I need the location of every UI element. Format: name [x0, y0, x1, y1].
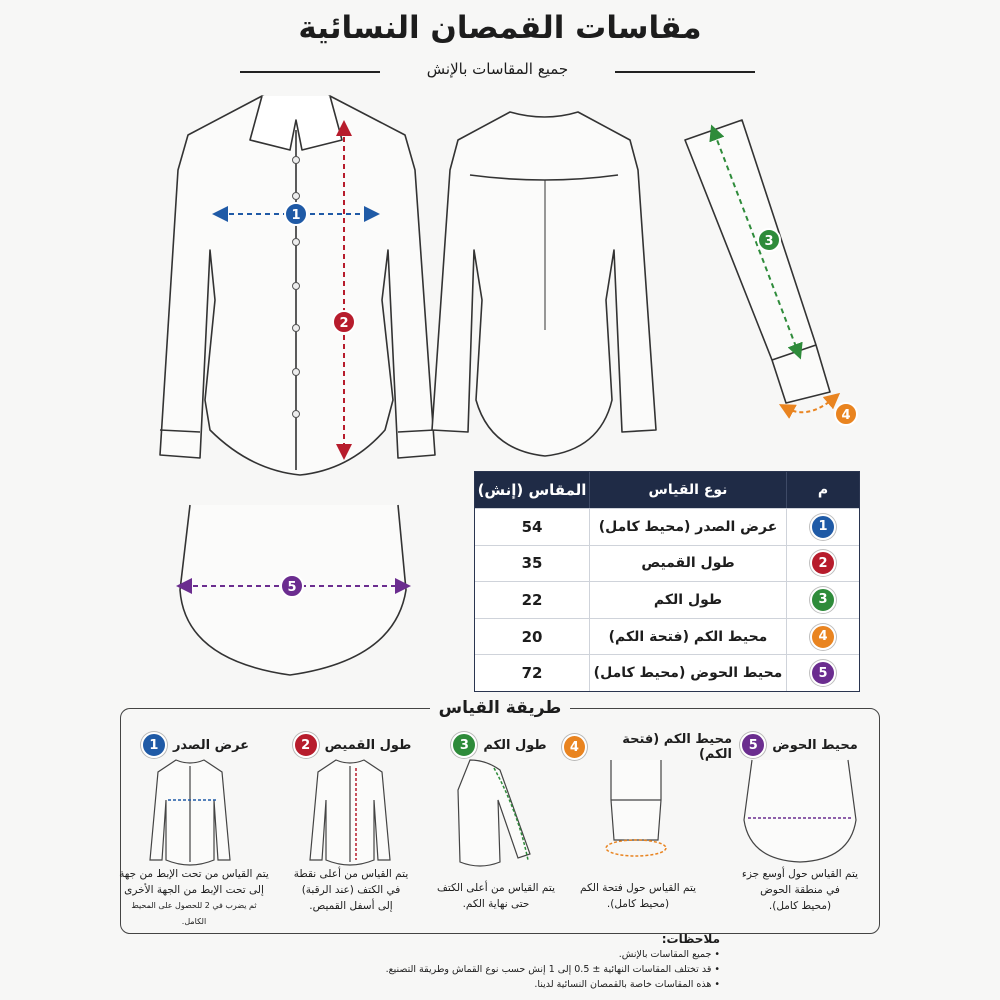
step-desc-3: [420, 880, 572, 912]
row-badge: 5: [810, 660, 836, 686]
row-type: طول الكم: [589, 582, 786, 618]
marker-5-label: 5: [287, 580, 297, 595]
step-desc-line: حتى نهاية الكم.: [462, 898, 530, 910]
step-desc-note: ثم يضرب في 2 للحصول على المحيط الكامل.: [131, 901, 257, 926]
step-desc-line: إلى تحت الإبط من الجهة الأخرى: [124, 884, 264, 896]
table-row: [475, 545, 859, 582]
note-text: قد تختلف المقاسات النهائية ± 0.5 إلى 1 إنش حسب نوع القماش وطريقة التصنيع.: [385, 964, 712, 975]
row-type: محيط الحوض (محيط كامل): [589, 655, 786, 691]
step-desc-2: [275, 866, 427, 914]
header-num: م: [786, 472, 859, 508]
step-head-5: [724, 732, 874, 758]
table-row: [475, 618, 859, 655]
table-row: [475, 508, 859, 545]
step-desc-line: (محيط كامل).: [606, 898, 670, 910]
row-badge: 1: [810, 514, 836, 540]
back-shirt-drawing: [432, 112, 656, 456]
step-badge: 1: [141, 732, 167, 758]
page-title: مقاسات القمصان النسائية: [298, 10, 702, 46]
step-head-4: [562, 732, 732, 762]
row-badge: 3: [810, 587, 836, 613]
marker-4-label: 4: [841, 408, 851, 423]
note-item: • قد تختلف المقاسات النهائية ± 0.5 إلى 1 إنش حسب نوع القماش وطريقة التصنيع.: [385, 964, 720, 975]
step-label: محيط الكم (فتحة الكم): [622, 732, 732, 762]
step-head-3: [424, 732, 574, 758]
step-desc-line: في منطقة الحوض: [760, 884, 840, 896]
table-row: [475, 581, 859, 618]
row-badge: 2: [810, 550, 836, 576]
note-item: • هذه المقاسات خاصة بالقمصان النسائية لدينا.: [534, 979, 720, 990]
row-type: عرض الصدر (محيط كامل): [589, 509, 786, 545]
step-desc-4: [562, 880, 714, 912]
step-desc-line: (محيط كامل).: [768, 900, 832, 912]
step-badge: 3: [451, 732, 477, 758]
step-badge: 2: [293, 732, 319, 758]
step-desc-line: يتم القياس حول فتحة الكم: [579, 882, 697, 894]
table-header: [475, 472, 859, 508]
step-desc-line: في الكتف (عند الرقبة): [301, 884, 401, 896]
subtitle: جميع المقاسات بالإنش: [426, 60, 569, 78]
sleeve-drawing: [685, 120, 830, 403]
notes-title: ملاحظات:: [661, 932, 720, 946]
note-text: جميع المقاسات بالإنش.: [618, 949, 712, 960]
step-desc-1: [118, 866, 270, 930]
step-head-1: [120, 732, 270, 758]
header-value: المقاس (إنش): [477, 481, 587, 499]
note-item: • جميع المقاسات بالإنش.: [618, 949, 720, 960]
row-value: 20: [521, 627, 543, 646]
step-label: طول القميص: [324, 737, 412, 753]
step-label: طول الكم: [483, 737, 547, 753]
step-desc-5: [724, 866, 876, 914]
row-value: 22: [521, 590, 543, 609]
marker-1-label: 1: [291, 208, 301, 223]
marker-2-label: 2: [339, 316, 349, 331]
row-badge: 4: [810, 624, 836, 650]
row-type: طول القميص: [589, 546, 786, 582]
step-desc-line: يتم القياس حول أوسع جزء: [741, 868, 859, 880]
step-badge: 4: [562, 734, 587, 760]
method-title: طريقة القياس: [430, 698, 570, 718]
step-desc-line: إلى أسفل القميص.: [309, 900, 393, 912]
marker-3-label: 3: [764, 234, 774, 249]
header-type: نوع القياس: [589, 472, 786, 508]
step-label: عرض الصدر: [172, 737, 250, 753]
step-desc-line: يتم القياس من أعلى نقطة: [293, 868, 409, 880]
step-desc-line: يتم القياس من أعلى الكتف: [436, 882, 556, 894]
measurement-table: [474, 471, 860, 692]
row-value: 72: [521, 664, 543, 683]
note-text: هذه المقاسات خاصة بالقمصان النسائية لدينا.: [534, 979, 712, 990]
row-value: 54: [521, 517, 543, 536]
step-desc-line: يتم القياس من تحت الإبط من جهة: [119, 868, 269, 880]
row-type: محيط الكم (فتحة الكم): [589, 619, 786, 655]
row-value: 35: [521, 554, 543, 573]
notes: [290, 932, 720, 992]
step-label: محيط الحوض: [772, 737, 858, 753]
step-badge: 5: [740, 732, 766, 758]
table-row: [475, 654, 859, 691]
step-head-2: [277, 732, 427, 758]
